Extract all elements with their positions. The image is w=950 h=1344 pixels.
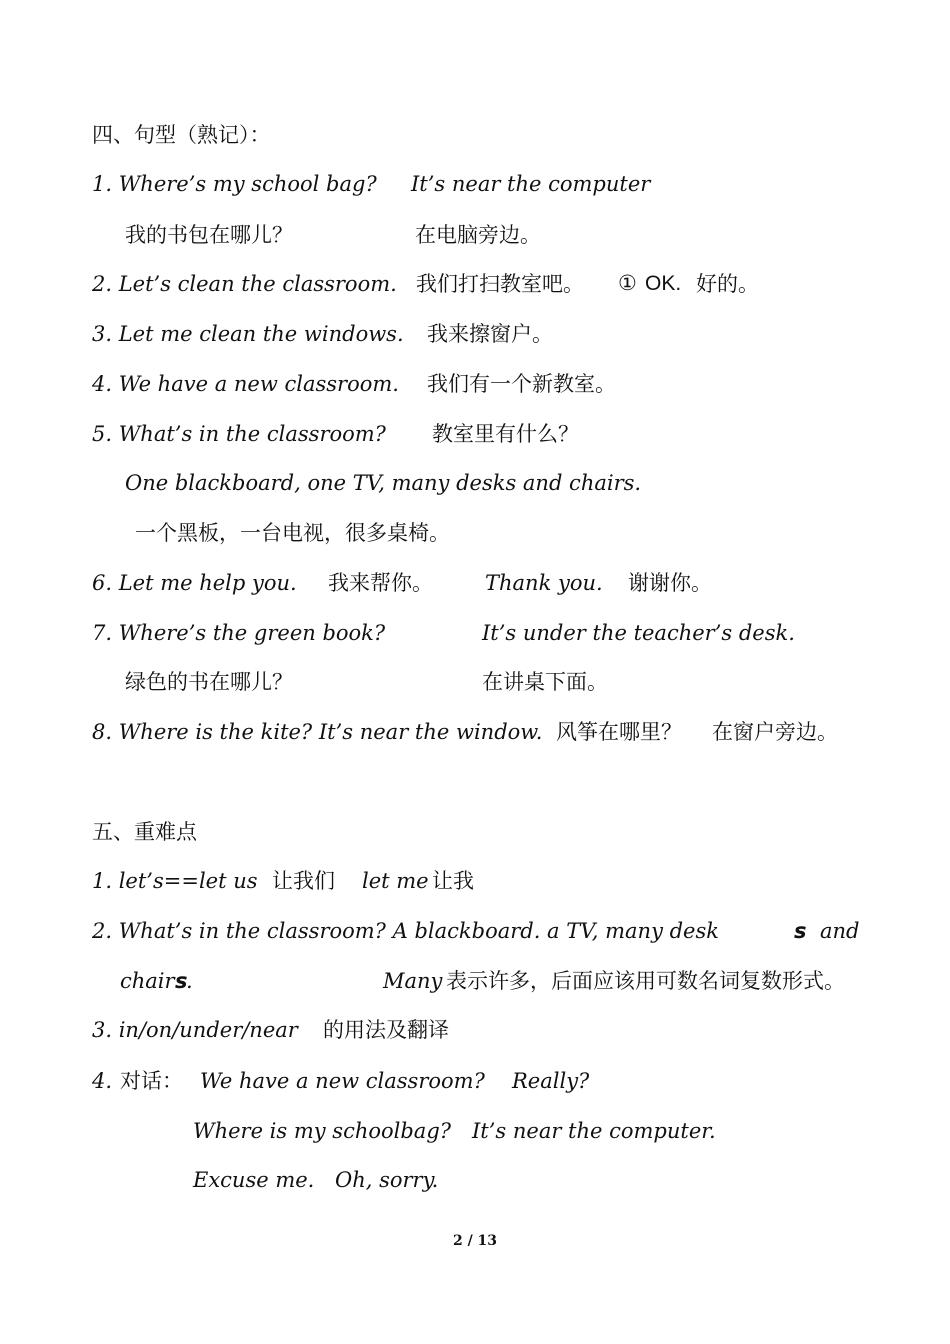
sentence-5-en: 5. What’s in the classroom? bbox=[92, 422, 386, 446]
point-2-chair: chair bbox=[120, 969, 175, 993]
point-4-label: 对话： bbox=[120, 1069, 183, 1093]
point-2-note: 表示许多，后面应该用可数名词复数形式。 bbox=[446, 969, 845, 993]
point-2-many: Many bbox=[383, 969, 443, 993]
page-number: 2 / 13 bbox=[452, 1233, 498, 1249]
point-4-number: 4. bbox=[92, 1069, 113, 1093]
point-1-zh: 让我们 bbox=[272, 869, 335, 893]
sentence-8-en: 8. Where is the kite? It’s near the window. bbox=[92, 720, 543, 744]
section-5-heading: 五、重难点 bbox=[92, 820, 197, 844]
sentence-7-answer: It’s under the teacher’s desk. bbox=[482, 621, 795, 645]
sentence-4-en: 4. We have a new classroom. bbox=[92, 372, 399, 396]
dialogue-line-2b: It’s near the computer. bbox=[472, 1119, 716, 1143]
sentence-1-answer-zh: 在电脑旁边。 bbox=[415, 223, 541, 247]
dialogue-line-3a: Excuse me. bbox=[193, 1168, 315, 1192]
sentence-6-reply-zh: 谢谢你。 bbox=[628, 571, 712, 595]
sentence-3-zh: 我来擦窗户。 bbox=[427, 322, 553, 346]
sentence-2-en: 2. Let’s clean the classroom. bbox=[92, 272, 397, 296]
sentence-7-question-zh: 绿色的书在哪儿？ bbox=[125, 670, 293, 694]
point-3-en: 3. in/on/under/near bbox=[92, 1018, 298, 1042]
plural-s-chairs: s bbox=[175, 969, 188, 993]
dialogue-line-1b: Really? bbox=[512, 1069, 590, 1093]
plural-s-desks: s bbox=[794, 919, 807, 943]
sentence-1-question: 1. Where’s my school bag? bbox=[92, 172, 377, 196]
dialogue-line-1a: We have a new classroom? bbox=[200, 1069, 485, 1093]
sentence-4-zh: 我们有一个新教室。 bbox=[427, 372, 616, 396]
point-2-period: . bbox=[186, 969, 193, 993]
sentence-7-answer-zh: 在讲桌下面。 bbox=[482, 670, 608, 694]
section-4-heading: 四、句型（熟记）： bbox=[92, 123, 271, 147]
sentence-5-answer-en: One blackboard, one TV, many desks and chairs. bbox=[125, 471, 642, 495]
sentence-3-en: 3. Let me clean the windows. bbox=[92, 322, 404, 346]
sentence-1-answer: It’s near the computer bbox=[411, 172, 651, 196]
sentence-6-en: 6. Let me help you. bbox=[92, 571, 297, 595]
sentence-6-reply-en: Thank you. bbox=[485, 571, 603, 595]
sentence-7-question: 7. Where’s the green book? bbox=[92, 621, 386, 645]
point-1-en-2: let me bbox=[362, 869, 429, 893]
point-1-en: 1. let’s==let us bbox=[92, 869, 258, 893]
point-2-and: and bbox=[820, 919, 860, 943]
point-1-zh-2: 让我 bbox=[432, 869, 474, 893]
sentence-6-zh: 我来帮你。 bbox=[328, 571, 433, 595]
sentence-8-answer-zh: 在窗户旁边。 bbox=[712, 720, 838, 744]
circled-one-mark: ① bbox=[618, 272, 637, 295]
sentence-2-reply-zh: 好的。 bbox=[696, 272, 759, 296]
sentence-8-question-zh: 风筝在哪里？ bbox=[556, 720, 682, 744]
sentence-2-zh: 我们打扫教室吧。 bbox=[416, 272, 584, 296]
sentence-5-answer-zh: 一个黑板，一台电视，很多桌椅。 bbox=[135, 521, 450, 545]
point-3-zh: 的用法及翻译 bbox=[323, 1018, 449, 1042]
sentence-1-question-zh: 我的书包在哪儿？ bbox=[125, 223, 293, 247]
dialogue-line-3b: Oh, sorry. bbox=[335, 1168, 439, 1192]
sentence-5-zh: 教室里有什么？ bbox=[432, 422, 579, 446]
sentence-2-reply-en: OK. bbox=[645, 272, 682, 295]
point-2-question: 2. What’s in the classroom? A blackboard. a TV, many desk bbox=[92, 919, 719, 943]
dialogue-line-2a: Where is my schoolbag? bbox=[193, 1119, 452, 1143]
